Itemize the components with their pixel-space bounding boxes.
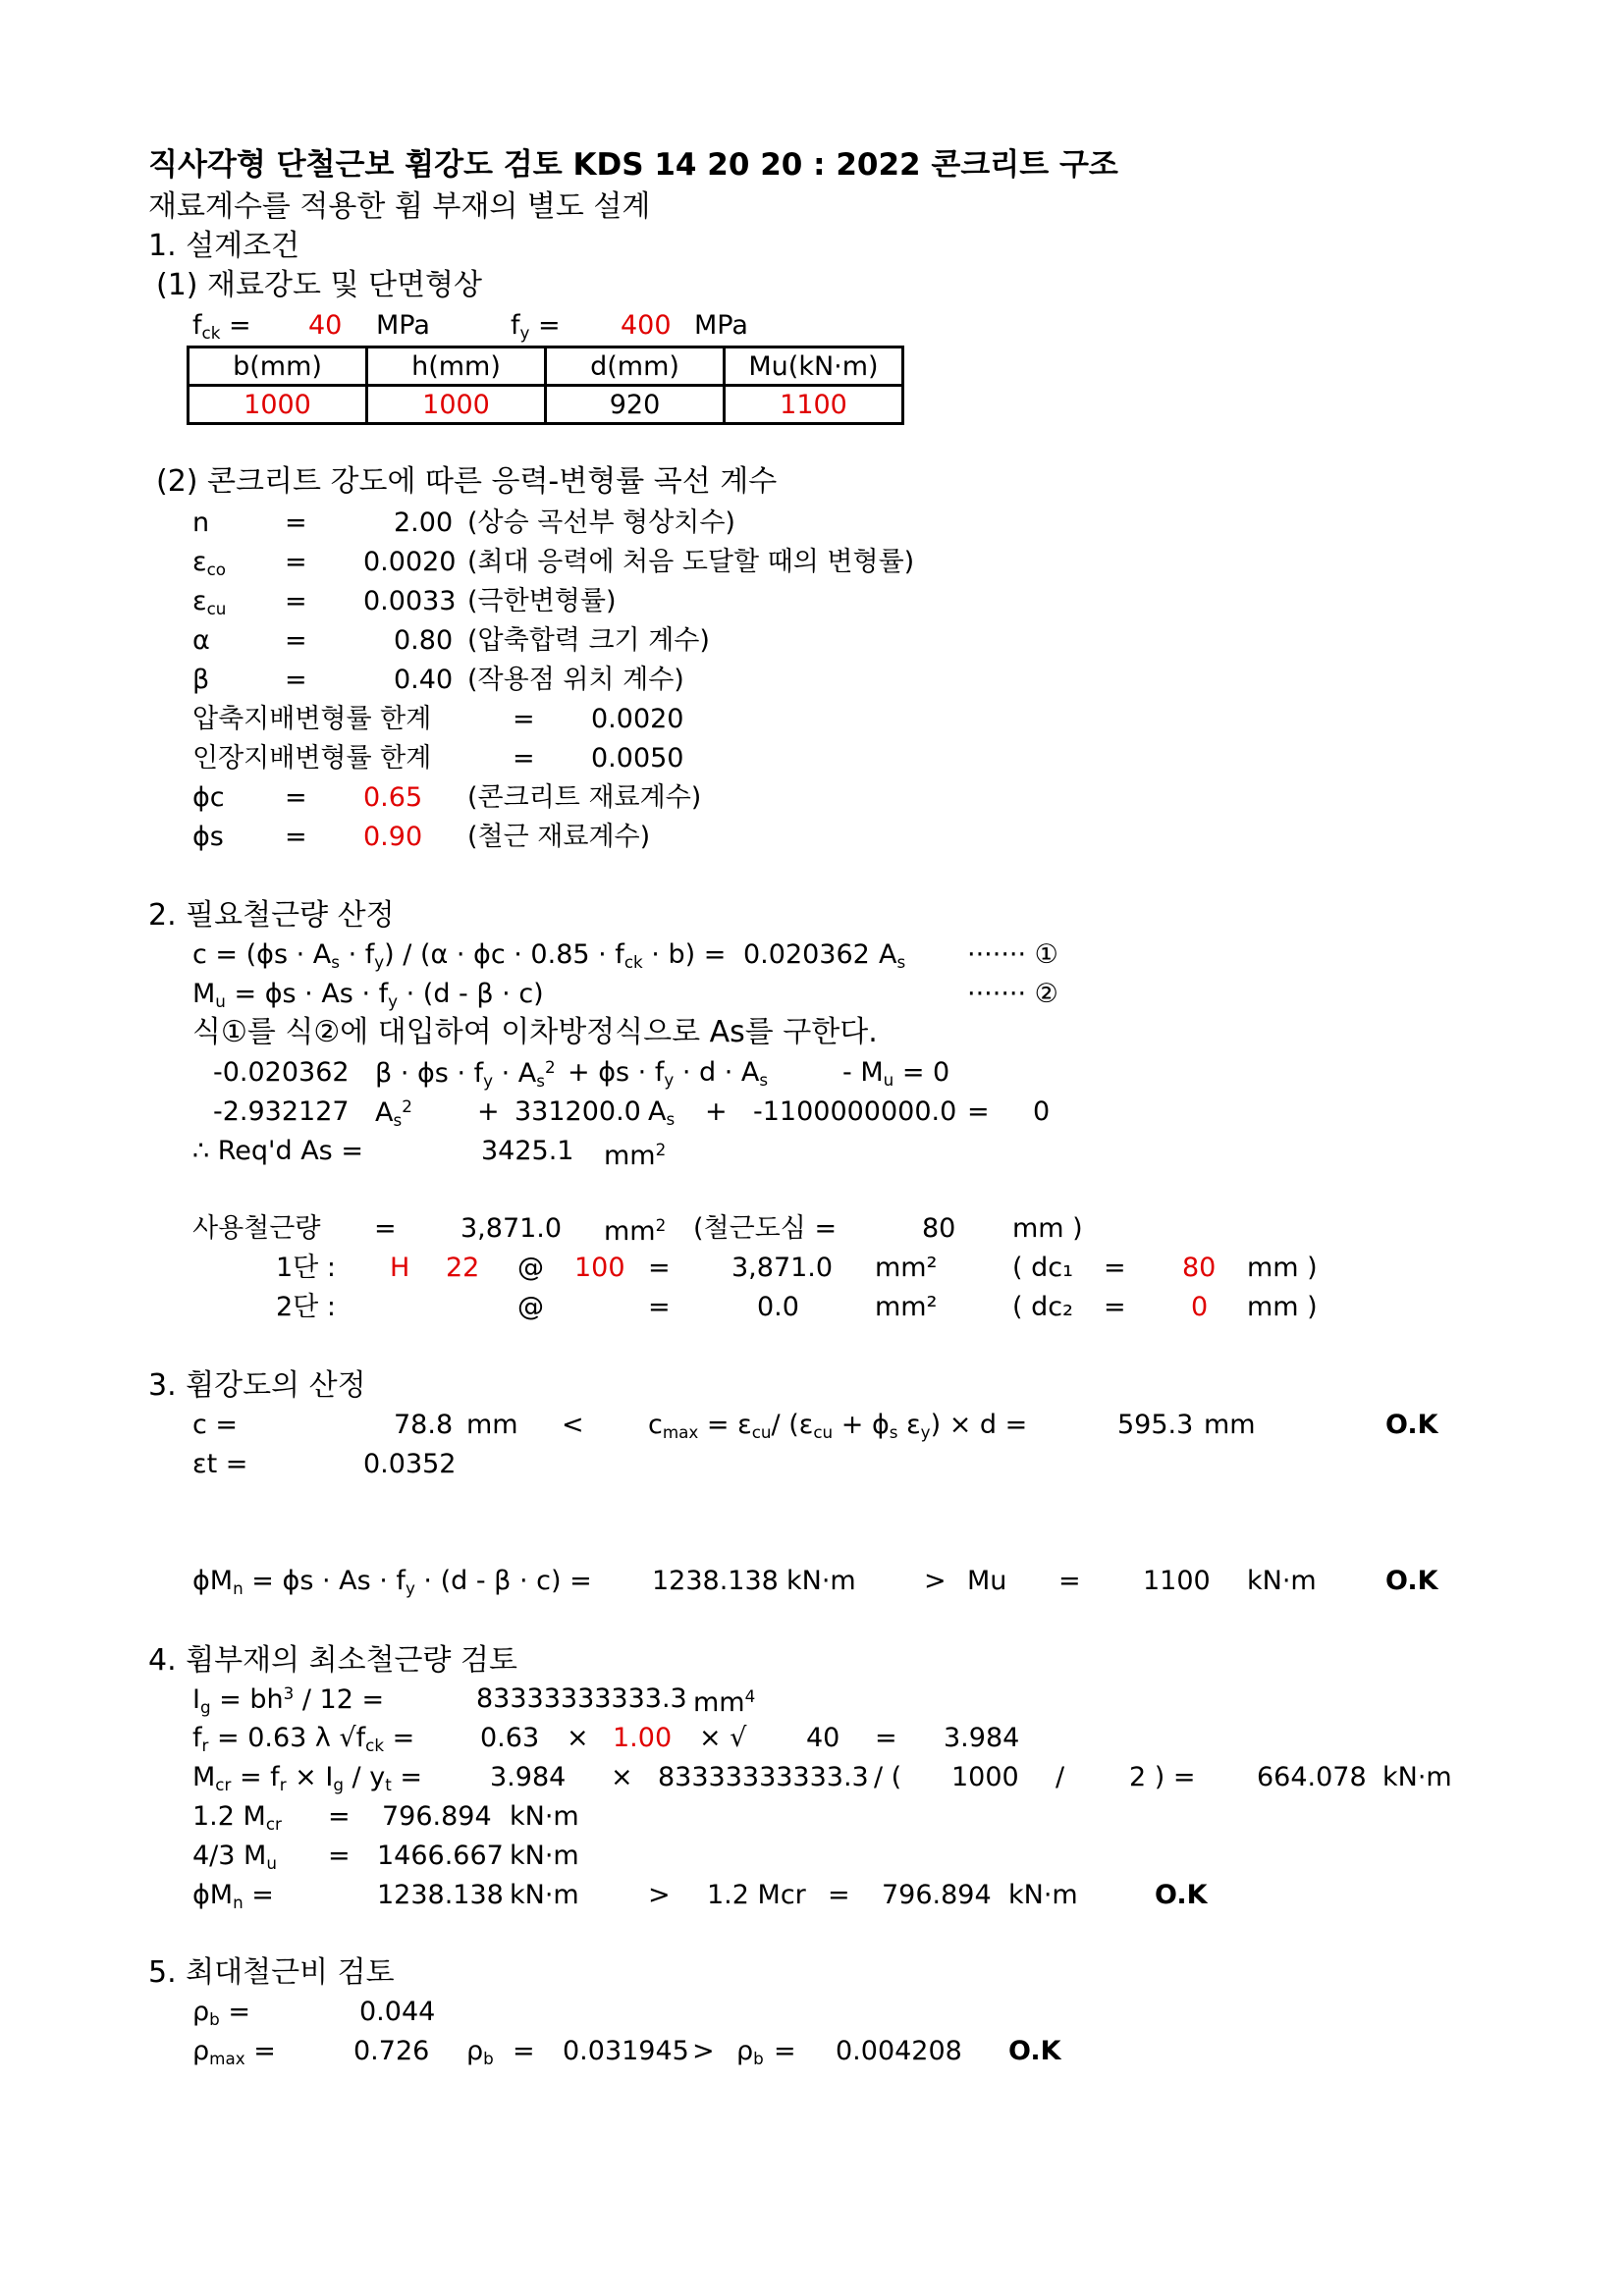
m12-eq: = [328, 1801, 351, 1832]
phiMn-unit: kN·m [786, 1566, 856, 1596]
eq1-marker: ······· ① [967, 939, 1058, 970]
ecu-eq: = [285, 586, 307, 616]
section-1-heading: 1. 설계조건 [148, 229, 300, 263]
layer1-area: 3,871.0 [731, 1253, 834, 1283]
layer1-at: @ [517, 1253, 544, 1283]
layer2-area: 0.0 [757, 1292, 799, 1322]
layer1-bar-type: H [390, 1253, 410, 1283]
layer2-at: @ [517, 1292, 544, 1322]
eco-desc: (최대 응력에 처음 도달할 때의 변형률) [467, 547, 915, 577]
centroid-unit: mm ) [1012, 1213, 1083, 1244]
req-as-unit: $mm^2$ [604, 1140, 667, 1172]
phis-label: ϕs [192, 822, 224, 852]
mcr-times: × [611, 1762, 633, 1792]
pm-gt: > [648, 1880, 671, 1910]
rhomax-label: $\rho_{max}$ = [192, 2036, 276, 2069]
phic-value: 0.65 [363, 782, 423, 813]
n-value: 2.00 [394, 507, 454, 538]
layer2-label: 2단 : [276, 1292, 336, 1322]
mcr-ig: 83333333333.3 [658, 1762, 869, 1792]
quad-line1-term1: $\beta \cdot \phi s \cdot f_y \cdot A_s^2$ [375, 1057, 556, 1092]
beta-value: 0.40 [394, 665, 454, 695]
quad-line2-plus2: + [705, 1096, 728, 1127]
c-value: 78.8 [394, 1410, 454, 1440]
table-value-h: 1000 [367, 386, 546, 424]
phiMn-value: 1238.138 [652, 1566, 779, 1596]
pm-eq: = [828, 1880, 850, 1910]
quad-line2-As: $A_s$ [648, 1096, 676, 1130]
layer2-eq: = [648, 1292, 671, 1322]
section-4-heading: 4. 휨부재의 최소철근량 검토 [148, 1643, 518, 1678]
req-as-value: 3425.1 [481, 1136, 574, 1166]
page-title: 직사각형 단철근보 휨강도 검토 KDS 14 20 20 : 2022 콘크리트 구조 [148, 147, 1118, 183]
layer1-unit: mm² [875, 1253, 938, 1283]
pm-unit: kN·m [510, 1880, 579, 1910]
section-1-2-heading: (2) 콘크리트 강도에 따른 응력-변형률 곡선 계수 [156, 464, 778, 499]
pm-value: 1238.138 [377, 1880, 504, 1910]
eq2-marker: ······· ② [967, 979, 1058, 1009]
mcr-two: 2 ) = [1129, 1762, 1196, 1792]
eco-value: 0.0020 [363, 547, 457, 577]
alpha-value: 0.80 [394, 625, 454, 656]
m43-label: 4/3 $M_u$ [192, 1841, 277, 1874]
layer2-dc-label: ( dc₂ [1012, 1292, 1073, 1322]
c-unit: mm [466, 1410, 518, 1440]
m43-eq: = [328, 1841, 351, 1871]
pm-mcr-label: 1.2 Mcr [707, 1880, 806, 1910]
cmax-unit: mm [1204, 1410, 1256, 1440]
quadratic-text: 식①를 식②에 대입하여 이차방정식으로 As를 구한다. [192, 1015, 878, 1049]
comp-strain-label: 압축지배변형률 한계 [192, 704, 432, 734]
beta-eq: = [285, 665, 307, 695]
quad-line1-term2: + $\phi s \cdot f_y \cdot d \cdot A_s$ [568, 1057, 769, 1091]
layer1-spacing: 100 [574, 1253, 625, 1283]
fy-unit: MPa [694, 310, 748, 341]
table-value-row [189, 386, 903, 424]
c-label: c = [192, 1410, 239, 1440]
fy-label: $f_y$ = [511, 310, 561, 344]
table-value-b: 1000 [189, 386, 367, 424]
max-ratio-check: O.K [1008, 2036, 1061, 2066]
quad-line2-c: -1100000000.0 [753, 1096, 957, 1127]
mcr-h: 1000 [951, 1762, 1019, 1792]
fr-value: 3.984 [944, 1723, 1020, 1753]
layer1-dc-unit: mm ) [1247, 1253, 1318, 1283]
table-header-d: d(mm) [546, 347, 725, 386]
quad-line2-eq: = [967, 1096, 990, 1127]
used-steel-label: 사용철근량 [192, 1213, 321, 1244]
section-3-heading: 3. 휨강도의 산정 [148, 1368, 366, 1403]
n-label: n [192, 507, 210, 538]
layer1-bar-dia: 22 [446, 1253, 480, 1283]
mu-unit: kN·m [1247, 1566, 1317, 1596]
ecu-value: 0.0033 [363, 586, 457, 616]
quad-line2-b: 331200.0 [514, 1096, 641, 1127]
m12-value: 796.894 [382, 1801, 492, 1832]
quad-line2-plus: + [477, 1096, 500, 1127]
eq1-As: $A_s$ [879, 939, 906, 973]
phic-eq: = [285, 782, 307, 813]
layer2-unit: mm² [875, 1292, 938, 1322]
table-value-mu: 1100 [725, 386, 903, 424]
rhob-value: 0.044 [359, 1997, 436, 2027]
fr-coef: 0.63 [480, 1723, 540, 1753]
layer2-dc-value: 0 [1191, 1292, 1209, 1322]
quad-line1-coef: -0.020362 [213, 1057, 350, 1088]
mcr-value: 664.078 [1257, 1762, 1367, 1792]
ig-formula: $I_g = bh^3 / 12$ = [192, 1683, 385, 1718]
quad-line2-a: -2.932127 [213, 1096, 350, 1127]
mcr-unit: kN·m [1382, 1762, 1452, 1792]
layer2-dc-eq: = [1104, 1292, 1126, 1322]
eq1-value: 0.020362 [743, 939, 870, 970]
mu-value: 1100 [1143, 1566, 1211, 1596]
used-steel-unit: $mm^2$ [604, 1215, 667, 1248]
comp-strain-value: 0.0020 [591, 704, 684, 734]
mcr-formula: $M_{cr} = f_r \times I_g / y_t$ = [192, 1762, 422, 1795]
phis-desc: (철근 재료계수) [467, 822, 651, 852]
alpha-eq: = [285, 625, 307, 656]
min-steel-check: O.K [1155, 1880, 1208, 1910]
table-header-mu: Mu(kN·m) [725, 347, 903, 386]
phiMn-gt: > [924, 1566, 947, 1596]
rho-eq: = [774, 2036, 796, 2066]
phis-value: 0.90 [363, 822, 423, 852]
c-lt: < [562, 1410, 584, 1440]
layer1-dc-eq: = [1104, 1253, 1126, 1283]
eq1-formula: $c = (\phi s \cdot A_s \cdot f_y) / (\alpha \cdot \phi c \cdot 0.85 \cdot f_{ck} \cdot b)$ = [192, 939, 727, 973]
rhomax-eq: = [513, 2036, 535, 2066]
quad-line2-zero: 0 [1033, 1096, 1051, 1127]
m12-unit: kN·m [510, 1801, 579, 1832]
page-subtitle: 재료계수를 적용한 휨 부재의 별도 설계 [148, 189, 651, 224]
mcr-div: / [1056, 1762, 1065, 1792]
used-steel-eq: = [374, 1213, 397, 1244]
phic-label: ϕc [192, 782, 225, 813]
ecu-desc: (극한변형률) [467, 586, 617, 616]
et-label: εt = [192, 1449, 248, 1479]
fy-value: 400 [621, 310, 672, 341]
layer1-dc-value: 80 [1182, 1253, 1217, 1283]
moment-check: O.K [1385, 1566, 1438, 1596]
fck-label: $f_{ck}$ = [192, 310, 251, 344]
cmax-check: O.K [1385, 1410, 1438, 1440]
centroid-value: 80 [922, 1213, 956, 1244]
rho-label: $\rho_b$ [736, 2036, 764, 2069]
fck-value: 40 [308, 310, 343, 341]
rhomax-gt: > [692, 2036, 715, 2066]
section-5-heading: 5. 최대철근비 검토 [148, 1955, 395, 1990]
eco-eq: = [285, 547, 307, 577]
m12-label: 1.2 $M_{cr}$ [192, 1801, 282, 1835]
m43-value: 1466.667 [377, 1841, 504, 1871]
eq2-formula: $M_u = \phi s \cdot As \cdot f_y \cdot (d - \beta \cdot c)$ [192, 979, 544, 1012]
section-1-1-heading: (1) 재료강도 및 단면형상 [156, 268, 482, 302]
layer1-label: 1단 : [276, 1253, 336, 1283]
pm-label: $\phi M_n$ = [192, 1880, 274, 1913]
section-2-heading: 2. 필요철근량 산정 [148, 898, 395, 933]
rhomax-rhob: $\rho_b$ [466, 2036, 494, 2069]
fck-unit: MPa [376, 310, 430, 341]
fr-formula: $f_r = 0.63$ λ $√f_{ck}$ = [192, 1723, 415, 1756]
table-header-b: b(mm) [189, 347, 367, 386]
req-as-label: ∴ Req'd As = [192, 1136, 363, 1166]
table-value-d: 920 [546, 386, 725, 424]
table-header-h: h(mm) [367, 347, 546, 386]
beta-label: β [192, 665, 210, 695]
n-desc: (상승 곡선부 형상치수) [467, 507, 735, 538]
layer1-dc-label: ( dc₁ [1012, 1253, 1073, 1283]
tens-strain-eq: = [513, 743, 535, 774]
phis-eq: = [285, 822, 307, 852]
n-eq: = [285, 507, 307, 538]
phiMn-formula: $\phi M_n = \phi s \cdot As \cdot f_y \cdot (d - \beta \cdot c)$ = [192, 1566, 592, 1599]
comp-strain-eq: = [513, 704, 535, 734]
phic-desc: (콘크리트 재료계수) [467, 782, 702, 813]
layer1-eq: = [648, 1253, 671, 1283]
m43-unit: kN·m [510, 1841, 579, 1871]
alpha-desc: (압축합력 크기 계수) [467, 625, 710, 656]
used-steel-value: 3,871.0 [460, 1213, 563, 1244]
fr-sqrt: × √ [699, 1723, 747, 1753]
pm-mcr-unit: kN·m [1008, 1880, 1078, 1910]
quad-line2-As2: $A_s^2$ [375, 1096, 412, 1131]
quad-line1-term3: - $M_u = 0$ [842, 1057, 950, 1091]
mcr-fr: 3.984 [490, 1762, 567, 1792]
rhob-label: $\rho_b$ = [192, 1997, 250, 2030]
fr-eq: = [875, 1723, 897, 1753]
mcr-paren: / ( [874, 1762, 902, 1792]
mu-label: Mu [967, 1566, 1007, 1596]
rho-value: 0.004208 [836, 2036, 962, 2066]
eco-label: $\varepsilon_{co}$ [192, 547, 227, 580]
et-value: 0.0352 [363, 1449, 457, 1479]
layer2-dc-unit: mm ) [1247, 1292, 1318, 1322]
rhomax-value: 0.031945 [563, 2036, 689, 2066]
mu-eq: = [1058, 1566, 1081, 1596]
fr-lambda: 1.00 [613, 1723, 673, 1753]
rhomax-coef: 0.726 [353, 2036, 430, 2066]
tens-strain-value: 0.0050 [591, 743, 684, 774]
alpha-label: α [192, 625, 210, 656]
fr-times: × [567, 1723, 589, 1753]
section-property-table [187, 346, 904, 425]
table-header-row [189, 347, 903, 386]
ecu-label: $\varepsilon_{cu}$ [192, 586, 227, 619]
cmax-value: 595.3 [1117, 1410, 1194, 1440]
pm-mcr-value: 796.894 [882, 1880, 992, 1910]
ig-unit: $mm^4$ [693, 1686, 756, 1719]
cmax-formula: $c_{max} = \varepsilon_{cu}/$ ($\varepsilon_{cu} + \phi_s$ $\varepsilon_y) \times d$ = [648, 1410, 1028, 1443]
ig-value: 83333333333.3 [476, 1683, 687, 1714]
tens-strain-label: 인장지배변형률 한계 [192, 743, 432, 774]
fr-fck: 40 [806, 1723, 840, 1753]
beta-desc: (작용점 위치 계수) [467, 665, 684, 695]
centroid-label: (철근도심 = [693, 1213, 838, 1244]
